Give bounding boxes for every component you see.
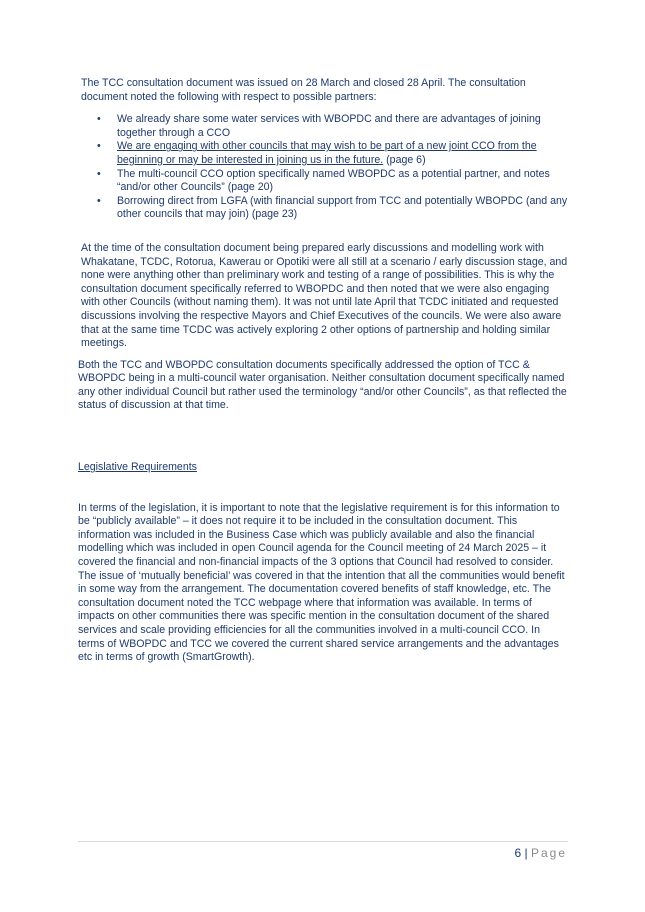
bullet-text: Borrowing direct from LGFA (with financial support from TCC and potentially WBOPDC (and any other councils that may join) (page 23)	[117, 194, 568, 221]
legislation-paragraph: In terms of the legislation, it is important to note that the legislative requirement is for this information to be “publicly available” – it does not require it to be included in the consultation document. This information was included in the Business Case which was publicly available and also the financial modelling which was included in open Council agenda for the Council meeting of 24 March 2025 – it covered the financial and non-financial impacts of the 3 options that Council had resolved to consider. The issue of ‘mutually beneficial’ was covered in that the intention that all the communities would benefit in some way from the arrangement. The documentation covered benefits of staff knowledge, etc. The consultation document noted the TCC webpage where that information was available. In terms of impacts on other communities there was specific mention in the consultation document of the shared services and scale providing efficiencies for all the communities involved in a multi-council CCO. In terms of WBOPDC and TCC we covered the current shared service arrangements and the advantages etc in terms of growth (SmartGrowth).	[78, 501, 565, 664]
footer-separator: |	[524, 846, 528, 860]
list-item	[78, 140, 568, 167]
bullet-text-underlined: We are engaging with other councils that may wish to be part of a new joint CCO from the beginning or may be interested in joining us in the future.	[117, 140, 537, 166]
bullet-icon: •	[97, 113, 101, 126]
bullet-icon: •	[97, 140, 101, 153]
list-item	[78, 195, 568, 222]
intro-paragraph: The TCC consultation document was issued on 28 March and closed 28 April. The consultation document noted the following with respect to possible partners:	[81, 77, 526, 103]
consultation-documents-paragraph: Both the TCC and WBOPDC consultation documents specifically addressed the option of TCC & WBOPDC being in a multi-council water organisation. Neither consultation document specifically named any other individual Council but rather used the terminology “and/or other Councils”, as that reflected the status of discussion at that time.	[78, 358, 567, 412]
page-number: 6	[514, 846, 522, 860]
bullet-icon: •	[97, 167, 101, 180]
page-body	[78, 77, 568, 665]
bullet-text: The multi-council CCO option specifically named WBOPDC as a potential partner, and notes “and/or other Councils” (page 20)	[117, 167, 550, 194]
bullet-icon: •	[97, 194, 101, 207]
partner-bullet-list	[78, 113, 568, 222]
footer-divider	[78, 841, 568, 842]
bullet-page-ref: (page 6)	[383, 153, 426, 166]
bullet-text: We already share some water services with WBOPDC and there are advantages of joining together through a CCO	[117, 113, 541, 139]
page-footer	[514, 846, 567, 860]
early-discussions-paragraph: At the time of the consultation document being prepared early discussions and modelling work with Whakatane, TCDC, Rotorua, Kawerau or Opotiki were all still at a scenario / early discussion stage, and none were anything other than preliminary work and testing of a range of possibilities. This is why the consultation document specifically referred to WBOPDC and then noted that we were also engaging with other Councils (without naming them). It was not until late April that TCDC initiated and requested discussions involving the respective Mayors and Chief Executives of the councils. We were also aware that at the same time TCDC was actively exploring 2 other options of partnership and holding similar meetings.	[81, 241, 568, 350]
list-item	[78, 113, 568, 140]
section-heading: Legislative Requirements	[78, 461, 197, 474]
page-label: Page	[530, 846, 567, 860]
list-item	[78, 168, 568, 195]
